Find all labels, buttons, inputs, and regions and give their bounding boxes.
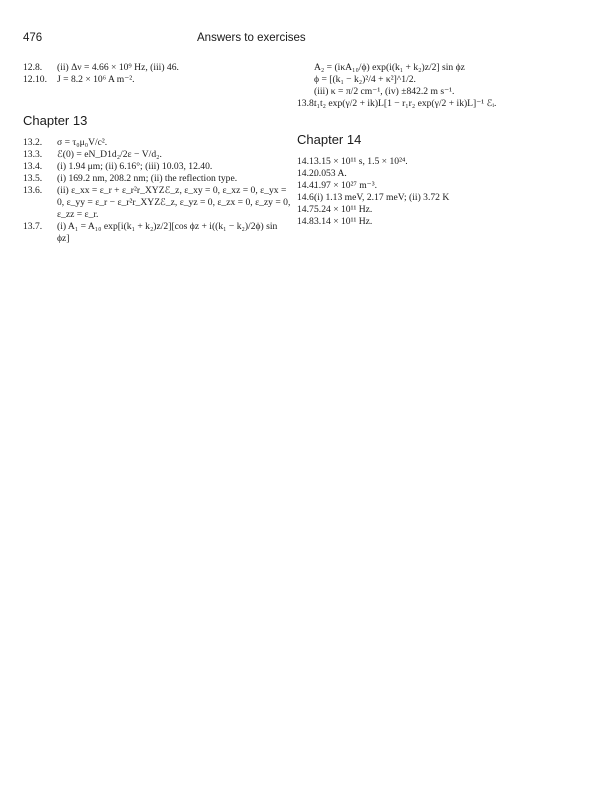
answer-entry [23, 221, 291, 245]
answer-entry [297, 192, 567, 204]
answer-number: 13.6. [23, 185, 43, 196]
left-column [23, 62, 291, 245]
answer-number: 13.4. [23, 161, 43, 172]
answer-entry [297, 168, 567, 180]
answer-text: σ = τ₀μ₀V/c². [57, 137, 108, 148]
answer-number: 13.5. [23, 173, 43, 184]
answer-entry [297, 156, 567, 168]
answer-number: 14.4. [297, 180, 317, 191]
running-head: Answers to exercises [197, 32, 306, 44]
answer-number: 13.3. [23, 149, 43, 160]
answer-text: 1.97 × 10²⁷ m⁻³. [314, 180, 378, 191]
continuation-line: ϕ = [(k₁ − k₂)²/4 + κ²]^1/2. [314, 74, 416, 85]
answer-entry [23, 149, 291, 161]
chapter-14-heading: Chapter 14 [297, 132, 362, 147]
answer-entry [23, 62, 291, 74]
right-column [297, 62, 567, 228]
answer-text: (ii) ε_xx = ε_r + ε_r²r_XYZℰ_z, ε_xy = 0, ε_xz = 0, ε_yx = 0, ε_yy = ε_r − ε_r²r_XYZℰ_z, ε_yz = 0, ε_zx = 0, ε_zy = 0, ε_zz = ε_r. [57, 185, 291, 220]
answer-text: 3.15 × 10¹¹ s, 1.5 × 10²⁴. [314, 156, 408, 167]
answer-number: 12.10. [23, 74, 47, 85]
answer-text: ℰ(0) = eN_D1d₂/2ε − V/d₂. [57, 149, 162, 160]
answer-text: 3.14 × 10¹¹ Hz. [314, 216, 373, 227]
answer-number: 14.8. [297, 216, 317, 227]
answer-entry [23, 137, 291, 149]
continuation-line: (iii) κ = π/2 cm⁻¹, (iv) ±842.2 m s⁻¹. [314, 86, 455, 97]
answer-number: 12.8. [23, 62, 43, 73]
answer-text: (ii) Δν = 4.66 × 10⁹ Hz, (iii) 46. [57, 62, 179, 73]
answer-text: J = 8.2 × 10⁶ A m⁻². [57, 74, 135, 85]
answer-text: (i) A₁ = A₁₀ exp[i(k₁ + k₂)z/2][cos ϕz + i((k₁ − k₂)/2ϕ) sin ϕz] [57, 221, 278, 244]
continuation-line: A₂ = (iκA₁₀/ϕ) exp(i(k₁ + k₂)z/2] sin ϕz [314, 62, 465, 73]
answer-number: 14.7. [297, 204, 317, 215]
answer-number: 14.2. [297, 168, 317, 179]
answer-entry [297, 98, 567, 110]
answer-number: 13.7. [23, 221, 43, 232]
answer-entry [23, 173, 291, 185]
answer-text: (i) 169.2 nm, 208.2 nm; (ii) the reflection type. [57, 173, 238, 184]
answer-entry [23, 74, 291, 86]
answer-number: 14.1. [297, 156, 317, 167]
answer-entry [297, 180, 567, 192]
answer-number: 14.6. [297, 192, 317, 203]
answer-entry [23, 185, 291, 221]
answer-number: 13.2. [23, 137, 43, 148]
answer-text: (i) 1.94 μm; (ii) 6.16°; (iii) 10.03, 12.40. [57, 161, 213, 172]
answer-text: 0.053 A. [314, 168, 347, 179]
answer-entry [297, 216, 567, 228]
answer-number: 13.8. [297, 98, 317, 109]
chapter-13-heading: Chapter 13 [23, 113, 88, 128]
answer-entry [297, 204, 567, 216]
answer-entry [23, 161, 291, 173]
answer-text: (i) 1.13 meV, 2.17 meV; (ii) 3.72 K [314, 192, 450, 203]
answer-text: 5.24 × 10¹¹ Hz. [314, 204, 373, 215]
answer-text: t₁t₂ exp(γ/2 + ik)L[1 − r₁r₂ exp(γ/2 + ik)L]⁻¹ ℰᵢ. [314, 98, 497, 109]
page-number: 476 [23, 32, 43, 44]
